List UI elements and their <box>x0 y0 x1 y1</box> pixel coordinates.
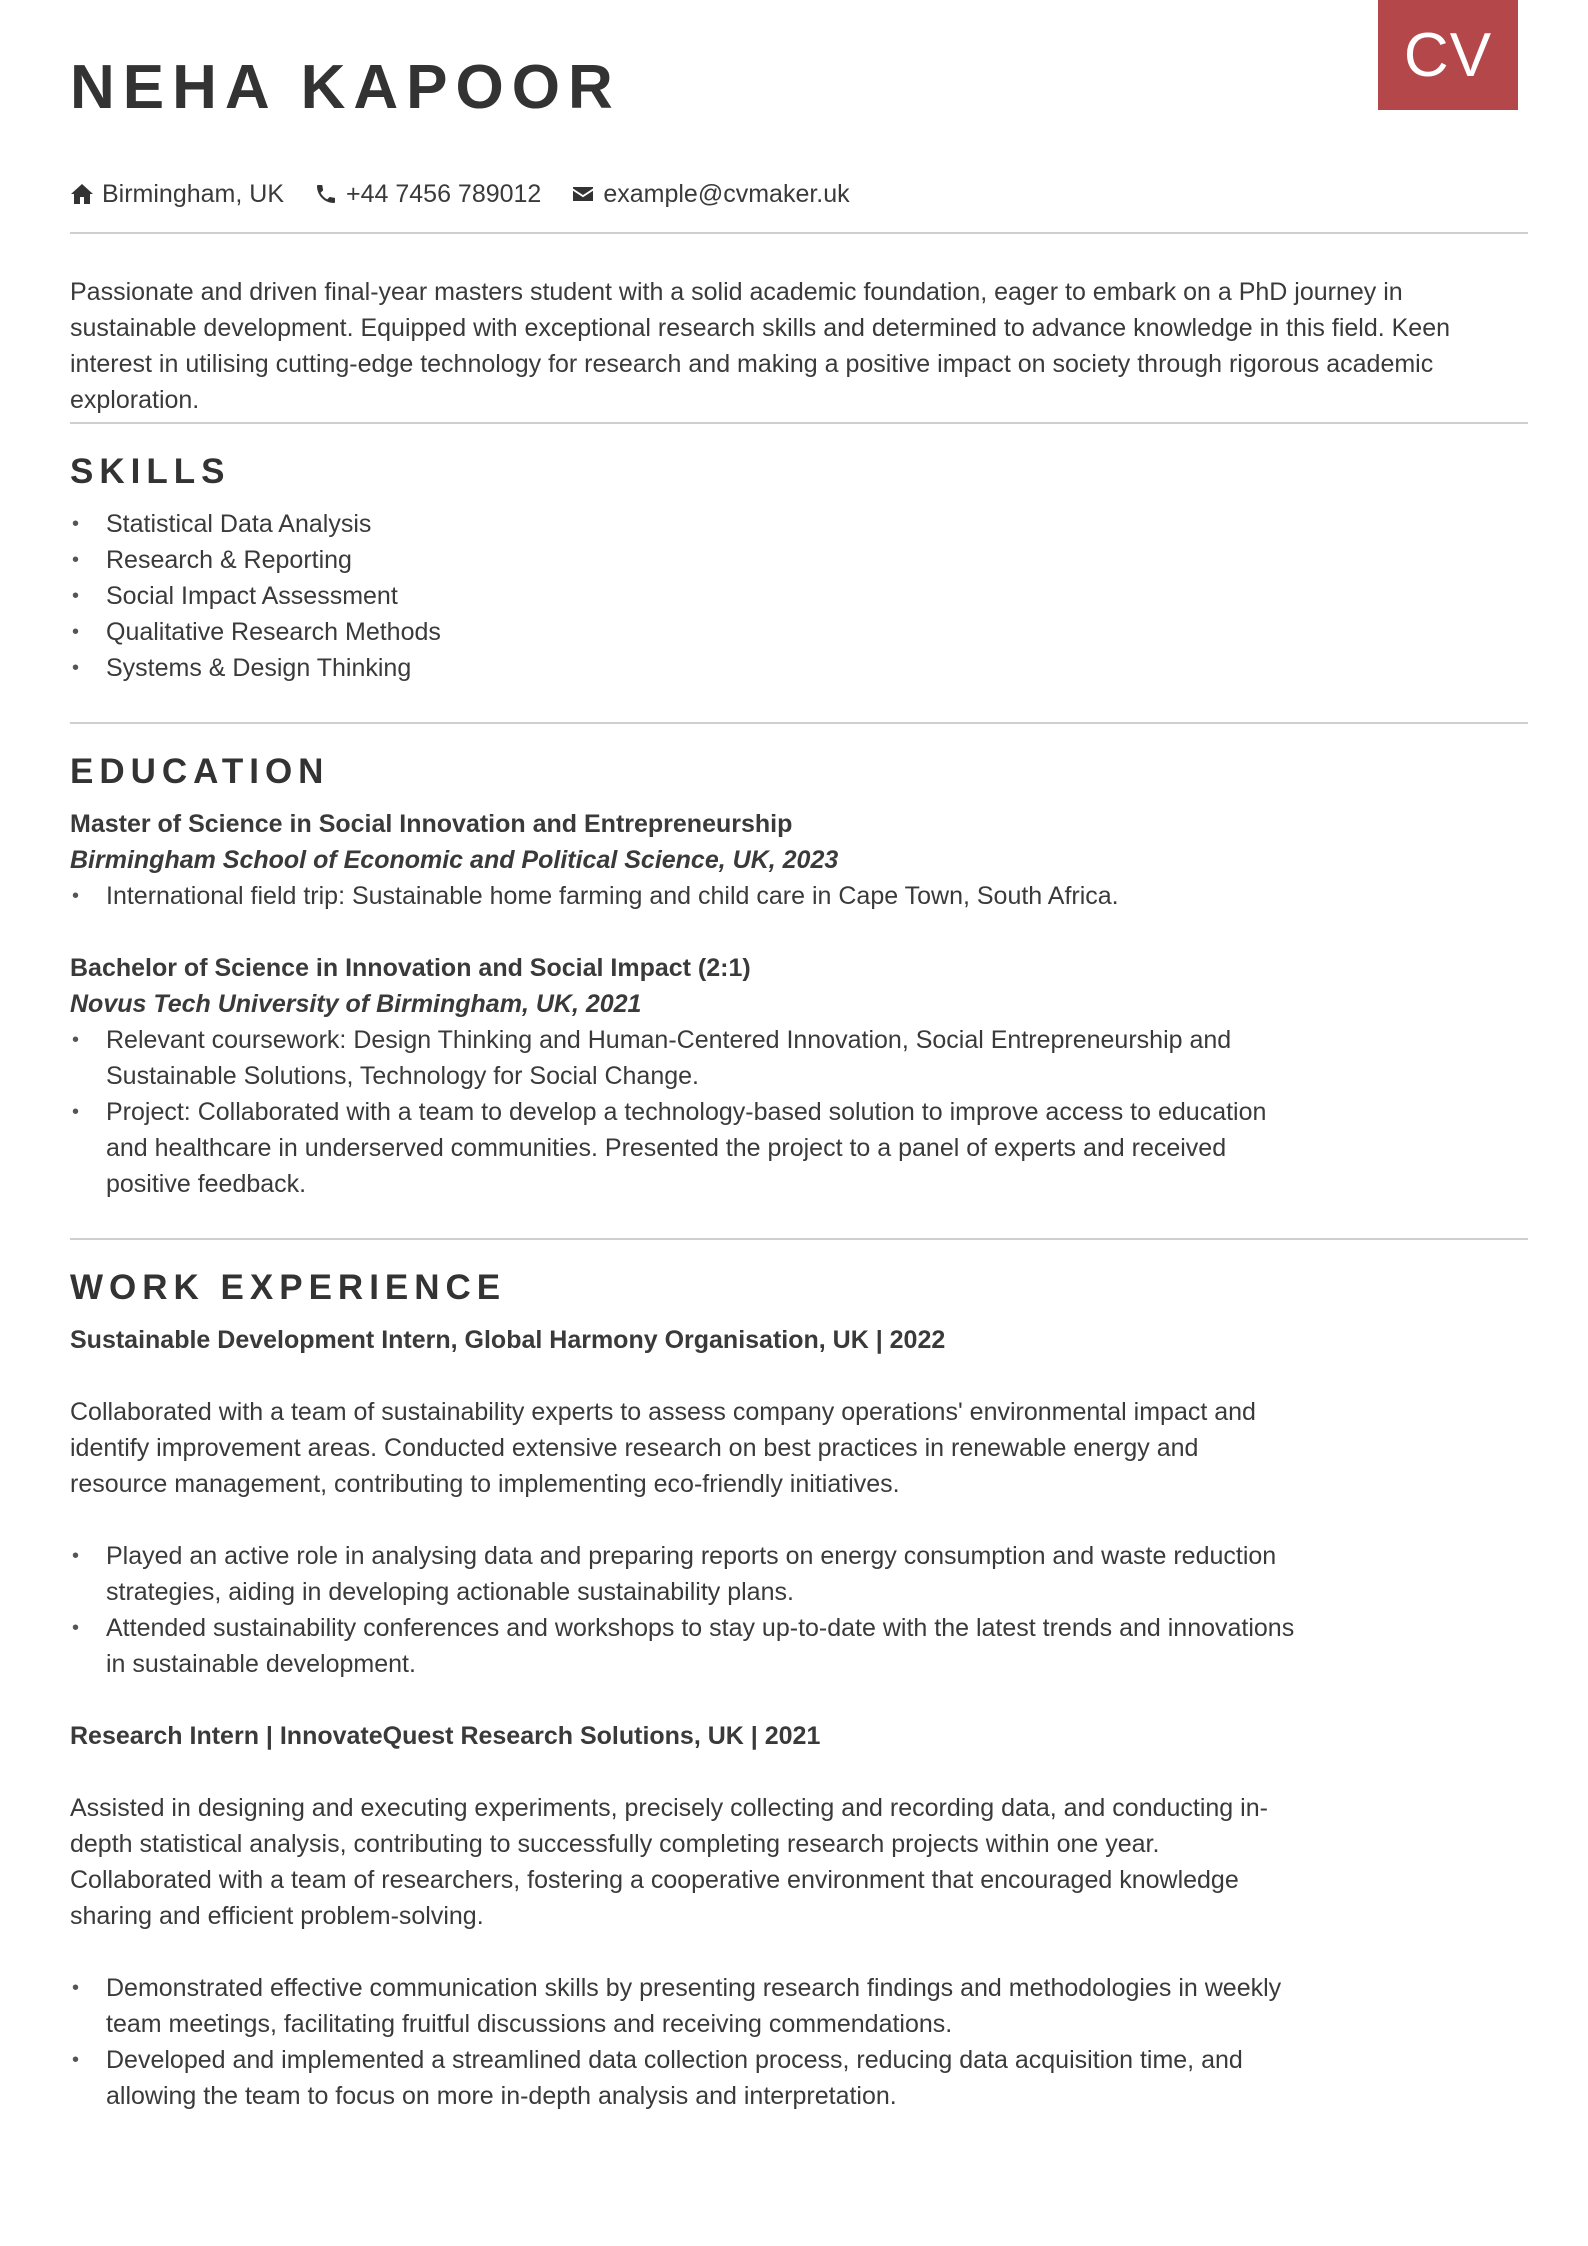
school-name: Novus Tech University of Birmingham, UK, 2021 <box>70 990 642 1018</box>
home-icon <box>70 182 94 206</box>
job-description: Collaborated with a team of sustainability experts to assess company operations' environmental impact and identify improvement areas. Conducted extensive research on best practices in renewable energy and resource management, contributing to implementing eco-friendly initiatives. <box>70 1398 1256 1498</box>
list-item: • Relevant coursework: Design Thinking and Human-Centered Innovation, Social Entrepreneurship and Sustainable Solutions, Technology for Social Change. <box>70 1022 1300 1094</box>
job-heading: Research Intern | InnovateQuest Research Solutions, UK | 2021 <box>70 1722 821 1750</box>
contact-phone <box>314 180 541 209</box>
divider <box>70 1238 1528 1240</box>
phone-icon <box>314 182 338 206</box>
contact-bar <box>70 176 880 212</box>
work-entry <box>70 1718 1300 2114</box>
divider <box>70 232 1528 234</box>
list-item: • Demonstrated effective communication skills by presenting research findings and methodologies in weekly team meetings, facilitating fruitful discussions and receiving commendations. <box>70 1970 1300 2042</box>
candidate-name: NEHA KAPOOR <box>70 53 621 122</box>
location-text: Birmingham, UK <box>102 179 284 208</box>
degree-title: Bachelor of Science in Innovation and Social Impact (2:1) <box>70 954 751 982</box>
job-description: Assisted in designing and executing experiments, precisely collecting and recording data, and conducting in-depth statistical analysis, contributing to successfully completing research projects within one year. Collaborated with a team of researchers, fostering a cooperative environment that encouraged knowledge sharing and efficient problem-solving. <box>70 1794 1268 1930</box>
list-item: • Statistical Data Analysis <box>70 506 441 542</box>
list-item: • Social Impact Assessment <box>70 578 441 614</box>
education-heading: EDUCATION <box>70 752 330 791</box>
job-heading: Sustainable Development Intern, Global Harmony Organisation, UK | 2022 <box>70 1326 946 1354</box>
skills-heading: SKILLS <box>70 452 231 491</box>
education-details <box>70 1022 1300 1202</box>
education-entry <box>70 806 1300 914</box>
list-item: • Research & Reporting <box>70 542 441 578</box>
list-item: • Project: Collaborated with a team to develop a technology-based solution to improve access to education and healthcare in underserved communities. Presented the project to a panel of experts and received positive feedback. <box>70 1094 1300 1202</box>
list-item: • Developed and implemented a streamlined data collection process, reducing data acquisition time, and allowing the team to focus on more in-depth analysis and interpretation. <box>70 2042 1300 2114</box>
mail-icon <box>571 182 595 206</box>
list-item: • Qualitative Research Methods <box>70 614 441 650</box>
school-name: Birmingham School of Economic and Political Science, UK, 2023 <box>70 846 839 874</box>
list-item: • Played an active role in analysing data and preparing reports on energy consumption and waste reduction strategies, aiding in developing actionable sustainability plans. <box>70 1538 1300 1610</box>
work-entry <box>70 1322 1300 1682</box>
divider <box>70 722 1528 724</box>
work-heading: WORK EXPERIENCE <box>70 1268 507 1307</box>
phone-text: +44 7456 789012 <box>346 179 542 208</box>
degree-title: Master of Science in Social Innovation and Entrepreneurship <box>70 810 793 838</box>
list-item: • Attended sustainability conferences and workshops to stay up-to-date with the latest trends and innovations in sustainable development. <box>70 1610 1300 1682</box>
skills-list <box>70 506 441 686</box>
contact-email <box>571 180 849 209</box>
education-entry <box>70 950 1300 1202</box>
profile-summary: Passionate and driven final-year masters student with a solid academic foundation, eager to embark on a PhD journey in sustainable development. Equipped with exceptional research skills and determined to advance knowledge in this field. Keen interest in utilising cutting-edge technology for research and making a positive impact on society through rigorous academic exploration. <box>70 278 1451 414</box>
email-text: example@cvmaker.uk <box>603 179 850 208</box>
cv-badge: CV <box>1378 0 1518 110</box>
job-highlights <box>70 1970 1300 2114</box>
list-item: • International field trip: Sustainable home farming and child care in Cape Town, South Africa. <box>70 878 1300 914</box>
job-highlights <box>70 1538 1300 1682</box>
education-details <box>70 878 1300 914</box>
contact-location <box>70 180 284 209</box>
divider <box>70 422 1528 424</box>
list-item: • Systems & Design Thinking <box>70 650 441 686</box>
